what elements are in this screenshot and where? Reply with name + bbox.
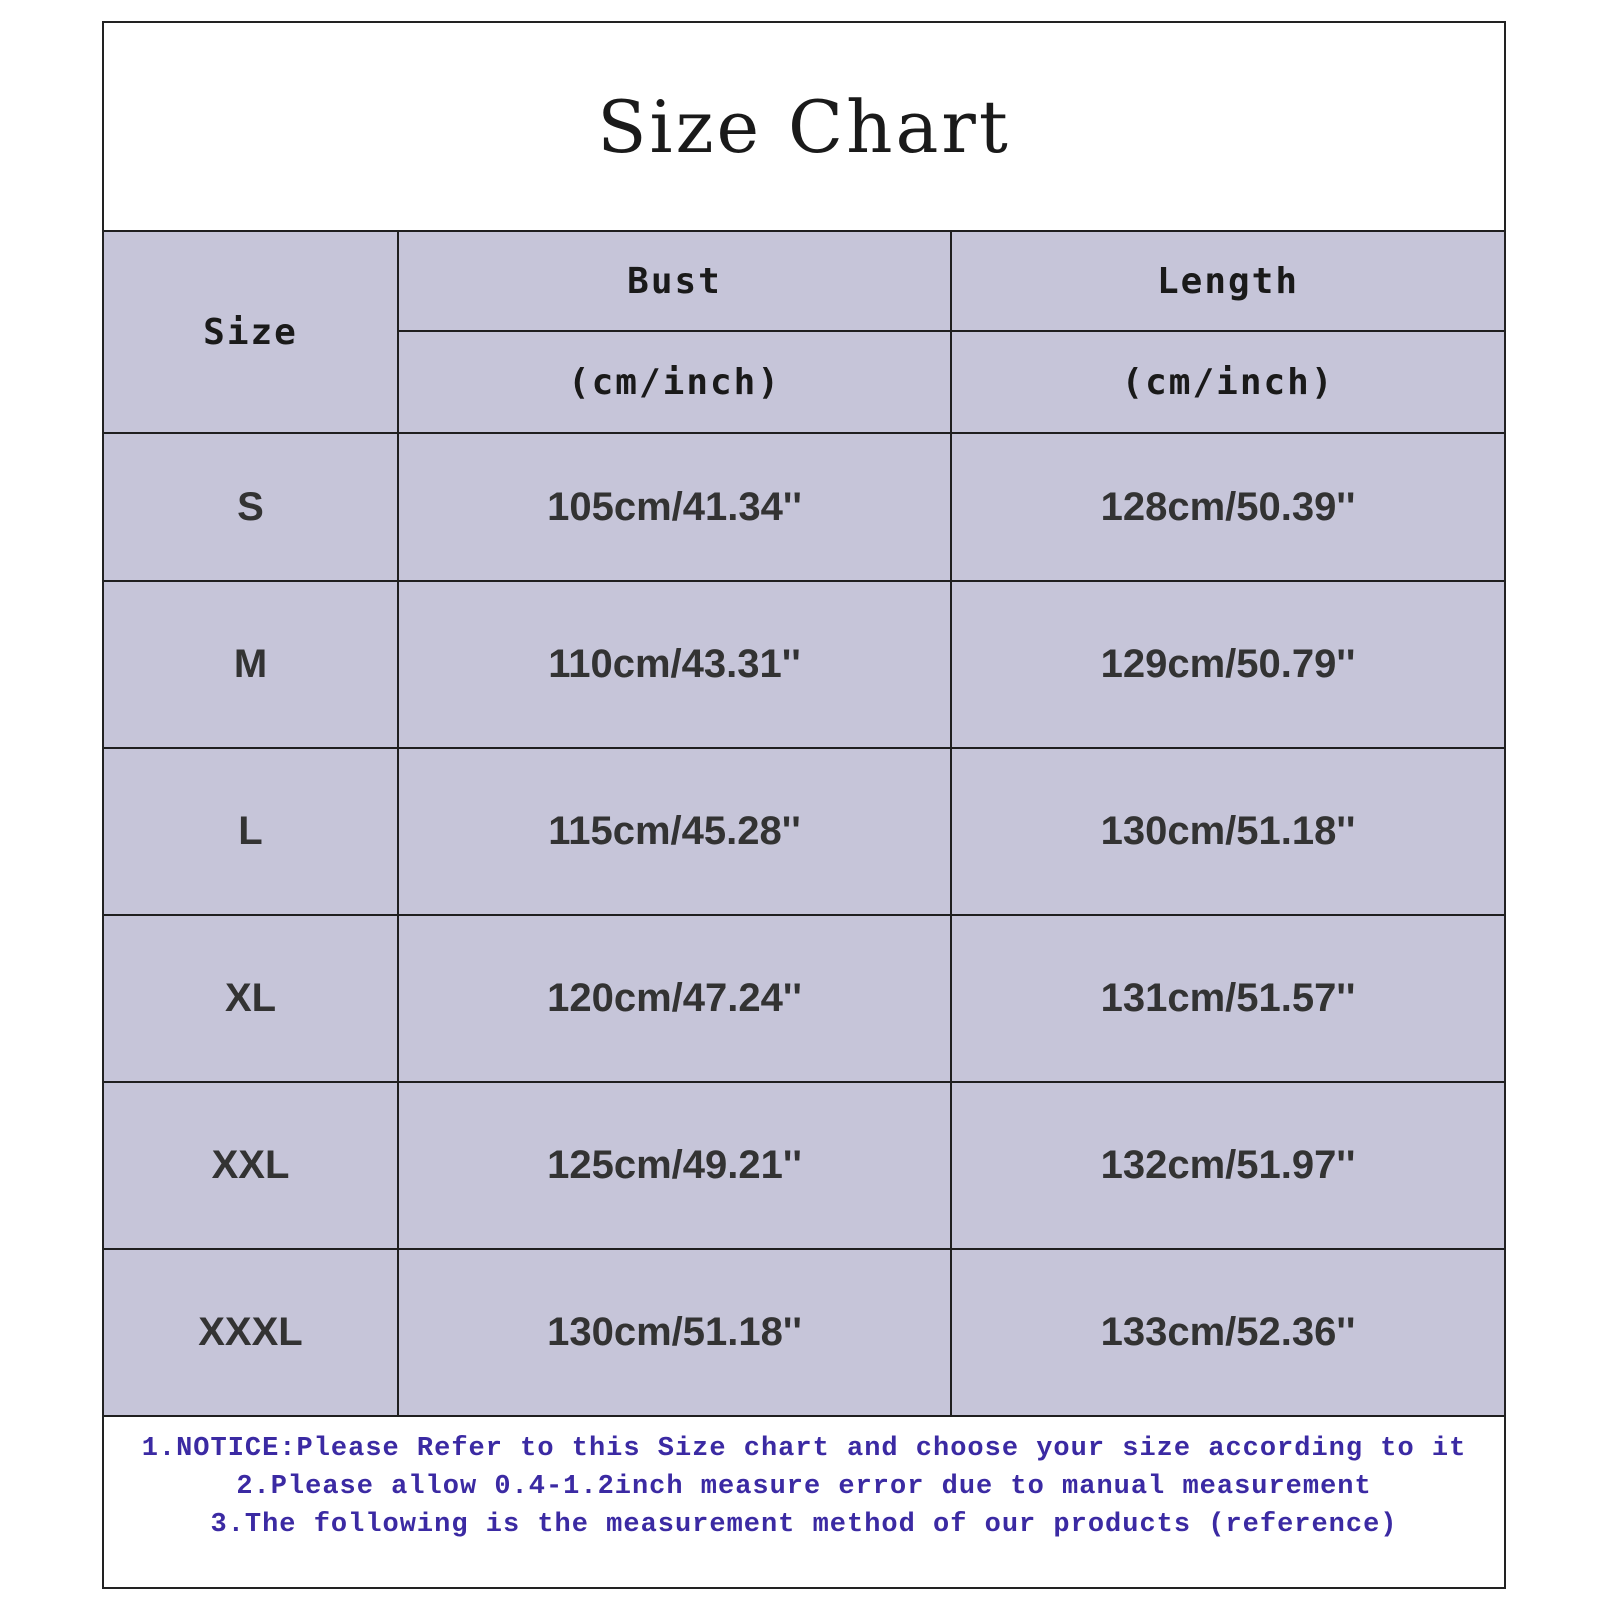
table-row (104, 581, 1504, 748)
length-cell: 131cm/51.57'' (951, 915, 1504, 1082)
length-cell: 133cm/52.36'' (951, 1249, 1504, 1416)
length-header: Length (951, 231, 1504, 331)
bust-header: Bust (398, 231, 951, 331)
bust-cell: 110cm/43.31'' (398, 581, 951, 748)
length-cell: 128cm/50.39'' (951, 433, 1504, 581)
size-cell: L (104, 748, 398, 915)
bust-cell: 105cm/41.34'' (398, 433, 951, 581)
bust-cell: 125cm/49.21'' (398, 1082, 951, 1249)
header-row (104, 231, 1504, 331)
size-cell: S (104, 433, 398, 581)
size-chart-frame (102, 21, 1506, 1589)
note-line: 2.Please allow 0.4-1.2inch measure error due to manual measurement (236, 1472, 1372, 1502)
bust-unit: (cm/inch) (398, 331, 951, 433)
note-line: 1.NOTICE:Please Refer to this Size chart and choose your size according to it (141, 1434, 1467, 1464)
table-row (104, 1082, 1504, 1249)
table-row (104, 1249, 1504, 1416)
bust-cell: 120cm/47.24'' (398, 915, 951, 1082)
table-row (104, 748, 1504, 915)
size-table (104, 230, 1504, 1417)
table-row (104, 433, 1504, 581)
size-cell: M (104, 581, 398, 748)
size-cell: XL (104, 915, 398, 1082)
length-cell: 132cm/51.97'' (951, 1082, 1504, 1249)
chart-title: Size Chart (597, 84, 1011, 169)
length-unit: (cm/inch) (951, 331, 1504, 433)
bust-cell: 130cm/51.18'' (398, 1249, 951, 1416)
size-header: Size (104, 231, 398, 433)
length-cell: 130cm/51.18'' (951, 748, 1504, 915)
size-cell: XXL (104, 1082, 398, 1249)
table-row (104, 915, 1504, 1082)
notes-block (104, 1430, 1504, 1544)
length-cell: 129cm/50.79'' (951, 581, 1504, 748)
bust-cell: 115cm/45.28'' (398, 748, 951, 915)
size-cell: XXXL (104, 1249, 398, 1416)
note-line: 3.The following is the measurement method of our products (reference) (210, 1510, 1398, 1540)
